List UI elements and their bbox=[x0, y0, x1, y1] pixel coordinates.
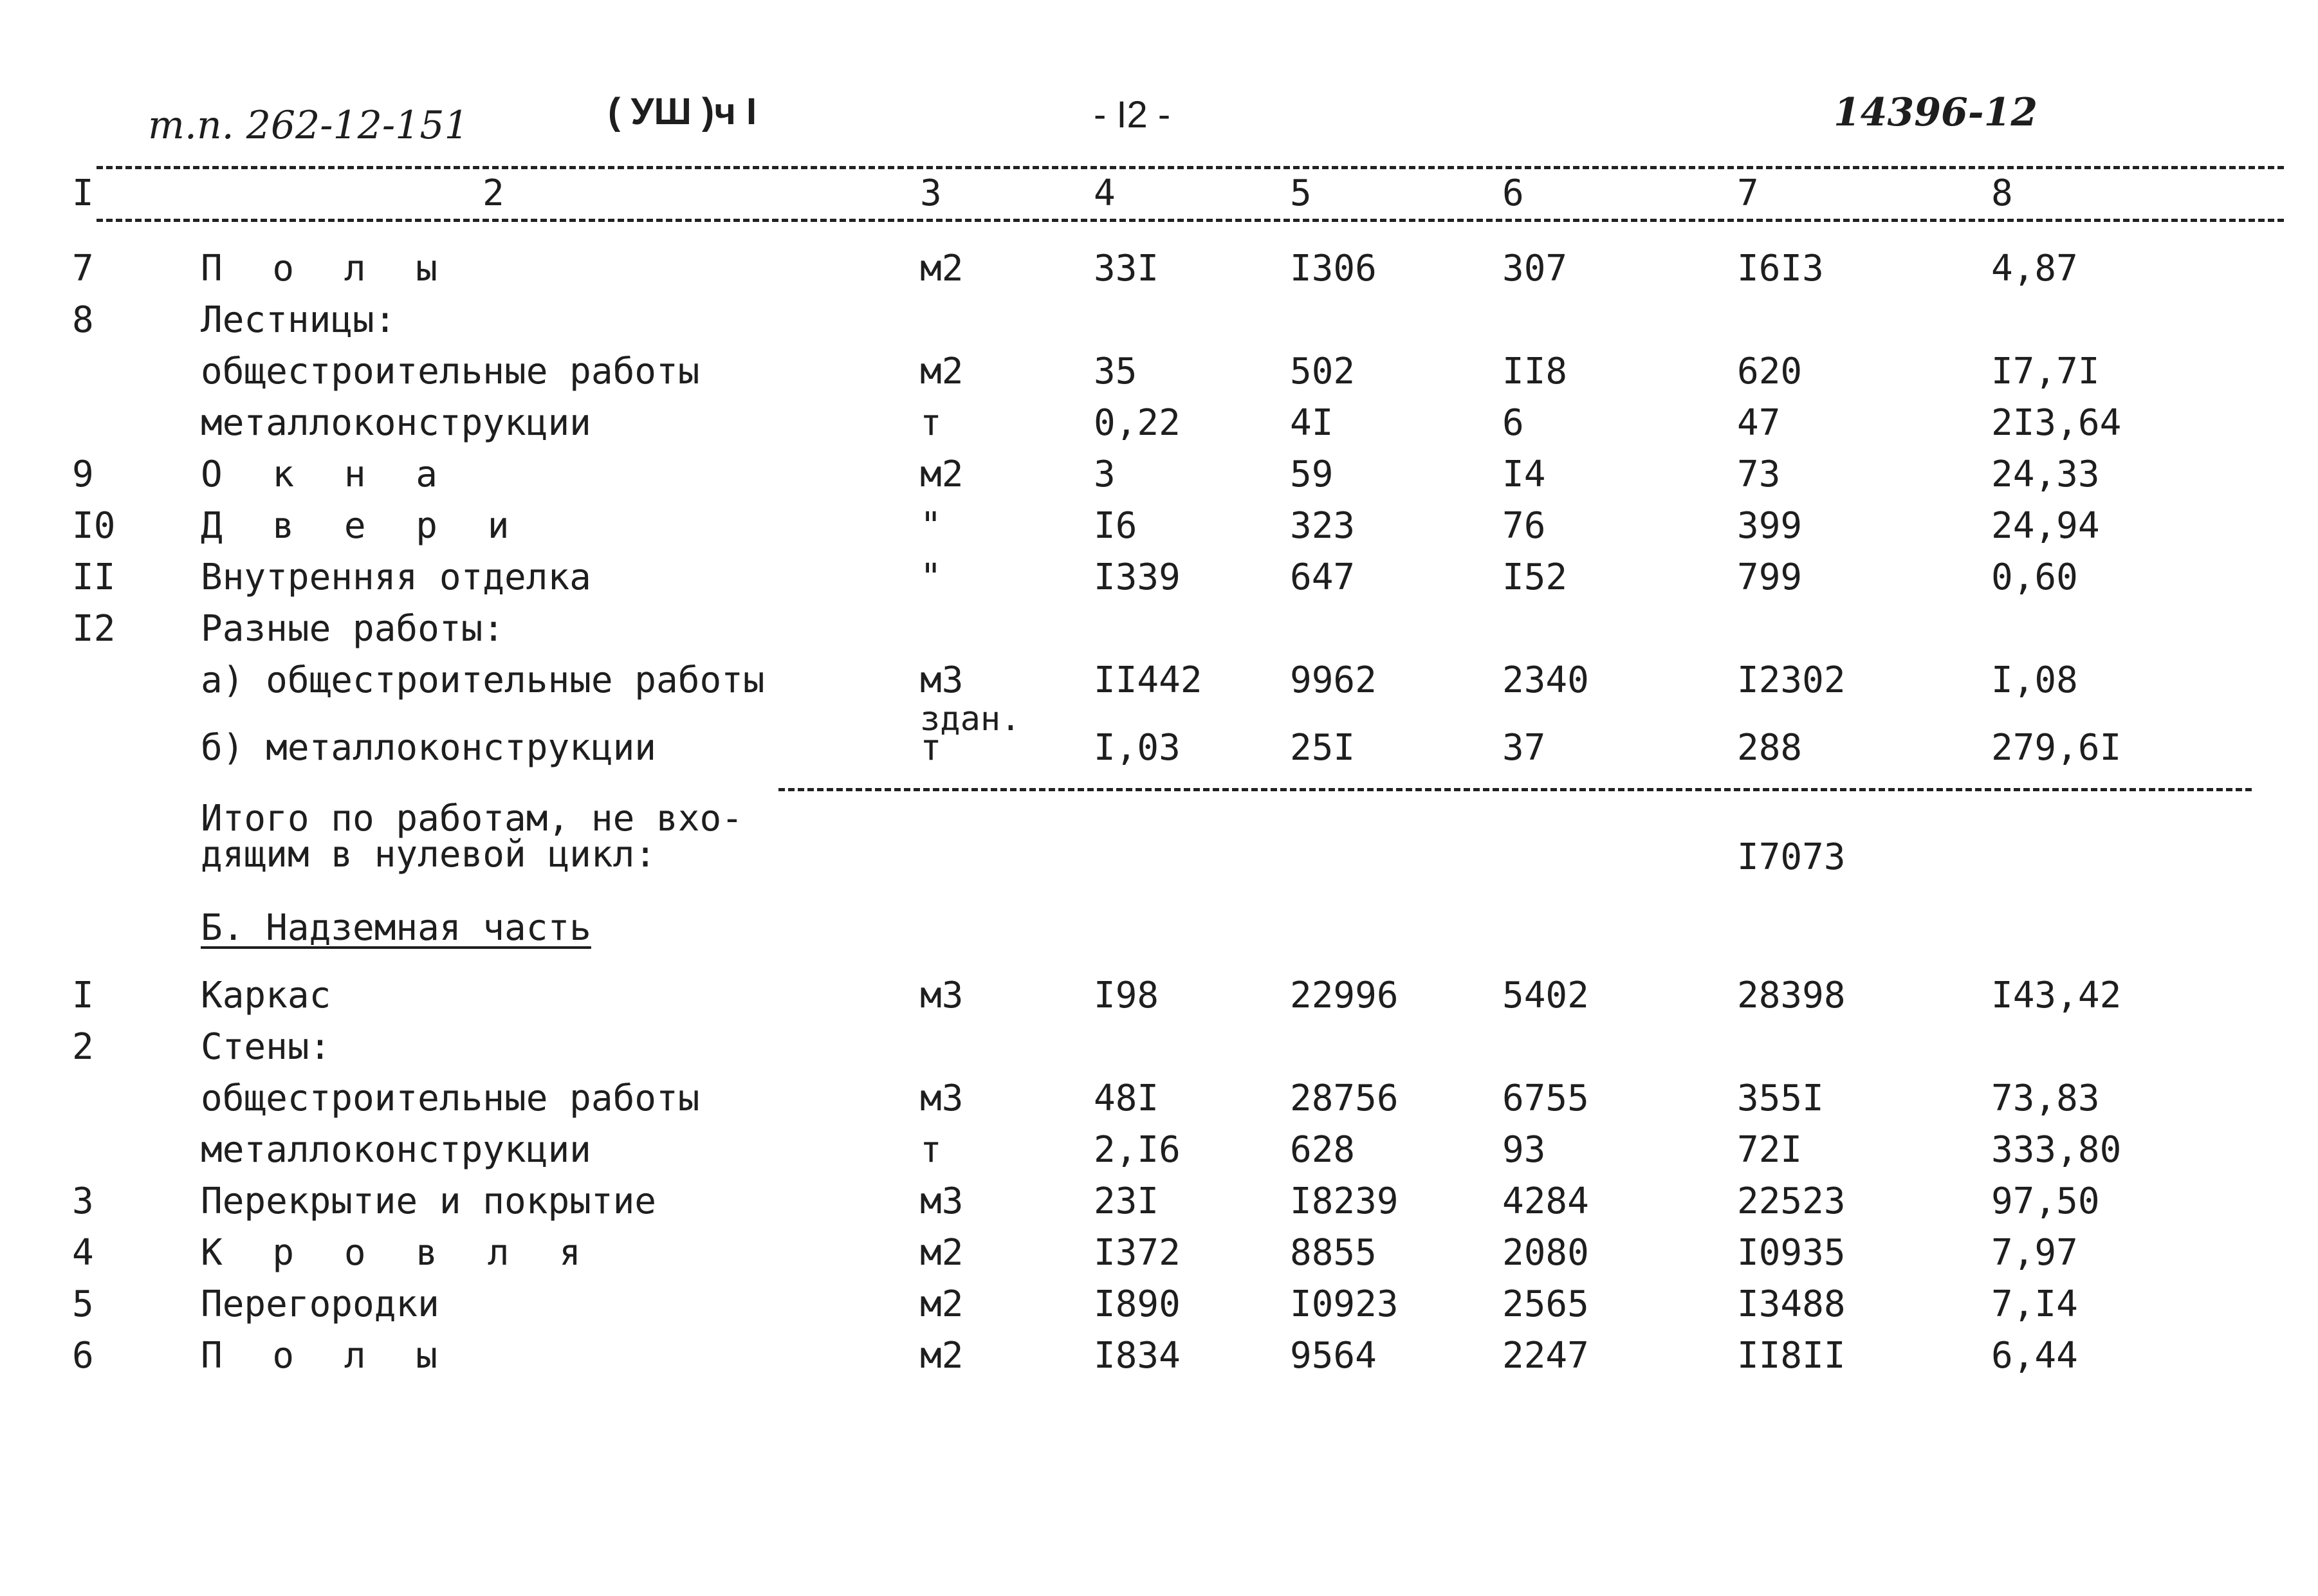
row-col4: I6 bbox=[1094, 505, 1137, 547]
row-name: Перегородки bbox=[201, 1283, 439, 1325]
table-row bbox=[0, 1078, 2318, 1129]
row-unit: м3 bbox=[920, 659, 964, 701]
row-col6: 37 bbox=[1502, 727, 1546, 769]
row-col8: 7,I4 bbox=[1991, 1283, 2078, 1325]
row-name: металлоконструкции bbox=[201, 1129, 591, 1171]
table-row bbox=[0, 1283, 2318, 1335]
row-unit: м2 bbox=[920, 351, 964, 392]
table-row bbox=[0, 402, 2318, 454]
document-code: 14396-12 bbox=[1834, 90, 2038, 135]
row-col6: 4284 bbox=[1502, 1180, 1589, 1222]
row-col6: 93 bbox=[1502, 1129, 1546, 1171]
row-col5: 502 bbox=[1290, 351, 1356, 392]
row-col7: I3488 bbox=[1737, 1283, 1846, 1325]
row-col8: 24,94 bbox=[1991, 505, 2100, 547]
row-number: 5 bbox=[72, 1283, 94, 1325]
table-row bbox=[0, 1026, 2318, 1078]
row-unit: " bbox=[920, 505, 942, 547]
row-unit: м2 bbox=[920, 1232, 964, 1274]
row-col8: 24,33 bbox=[1991, 454, 2100, 495]
col-header-2: 2 bbox=[483, 172, 504, 214]
row-col5: 647 bbox=[1290, 556, 1356, 598]
row-col5: 9564 bbox=[1290, 1335, 1377, 1377]
total-label-line-1: Итого по работам, не вхо- bbox=[201, 798, 743, 839]
row-col5: I0923 bbox=[1290, 1283, 1399, 1325]
row-col4: 0,22 bbox=[1094, 402, 1181, 444]
row-col4: I98 bbox=[1094, 975, 1159, 1016]
total-label bbox=[201, 798, 743, 876]
row-col7: 355I bbox=[1737, 1078, 1824, 1119]
row-name: Разные работы: bbox=[201, 608, 505, 650]
row-col5: 323 bbox=[1290, 505, 1356, 547]
row-col4: 2,I6 bbox=[1094, 1129, 1181, 1171]
row-col5: 59 bbox=[1290, 454, 1334, 495]
row-unit: м3 bbox=[920, 1180, 964, 1222]
row-col8: I43,42 bbox=[1991, 975, 2122, 1016]
row-col7: 47 bbox=[1737, 402, 1781, 444]
row-col4: I339 bbox=[1094, 556, 1181, 598]
row-number: I0 bbox=[72, 505, 116, 547]
col-header-1: I bbox=[72, 172, 94, 214]
row-number: 7 bbox=[72, 248, 94, 289]
total-label-line-2: дящим в нулевой цикл: bbox=[201, 834, 657, 876]
row-col7: II8II bbox=[1737, 1335, 1846, 1377]
row-name: К р о в л я bbox=[201, 1232, 595, 1274]
row-number: 6 bbox=[72, 1335, 94, 1377]
table-row bbox=[0, 299, 2318, 351]
row-col8: 0,60 bbox=[1991, 556, 2078, 598]
row-col5: I306 bbox=[1290, 248, 1377, 289]
row-col5: 25I bbox=[1290, 727, 1356, 769]
row-name: Перекрытие и покрытие bbox=[201, 1180, 657, 1222]
row-col8: I,08 bbox=[1991, 659, 2078, 701]
row-col5: 28756 bbox=[1290, 1078, 1399, 1119]
row-col7: 620 bbox=[1737, 351, 1803, 392]
table-row bbox=[0, 1180, 2318, 1232]
row-unit: м2 bbox=[920, 1335, 964, 1377]
row-col8: I7,7I bbox=[1991, 351, 2100, 392]
row-col5: I8239 bbox=[1290, 1180, 1399, 1222]
row-col4: I890 bbox=[1094, 1283, 1181, 1325]
col-header-6: 6 bbox=[1502, 172, 1524, 214]
col-header-8: 8 bbox=[1991, 172, 2013, 214]
col-header-3: 3 bbox=[920, 172, 942, 214]
row-col7: 399 bbox=[1737, 505, 1803, 547]
row-col4: 23I bbox=[1094, 1180, 1159, 1222]
row-name: Стены: bbox=[201, 1026, 331, 1068]
row-unit: т bbox=[920, 1129, 942, 1171]
row-col5: 9962 bbox=[1290, 659, 1377, 701]
row-number: I2 bbox=[72, 608, 116, 650]
row-col7: 73 bbox=[1737, 454, 1781, 495]
row-col7: I6I3 bbox=[1737, 248, 1824, 289]
row-col8: 73,83 bbox=[1991, 1078, 2100, 1119]
row-name: Д в е р и bbox=[201, 505, 524, 547]
total-value: I7073 bbox=[1737, 836, 1846, 878]
row-col6: 2080 bbox=[1502, 1232, 1589, 1274]
row-col4: I834 bbox=[1094, 1335, 1181, 1377]
row-number: 3 bbox=[72, 1180, 94, 1222]
row-col7: 28398 bbox=[1737, 975, 1846, 1016]
row-col6: 2247 bbox=[1502, 1335, 1589, 1377]
row-col8: 6,44 bbox=[1991, 1335, 2078, 1377]
table-row bbox=[0, 975, 2318, 1026]
row-name: а) общестроительные работы bbox=[201, 659, 765, 701]
row-col6: I4 bbox=[1502, 454, 1546, 495]
row-name: общестроительные работы bbox=[201, 351, 700, 392]
row-col6: 6 bbox=[1502, 402, 1524, 444]
row-col8: 333,80 bbox=[1991, 1129, 2122, 1171]
row-name: б) металлоконструкции bbox=[201, 727, 657, 769]
total-separator-rule bbox=[778, 788, 2252, 791]
col-header-4: 4 bbox=[1094, 172, 1116, 214]
table-row bbox=[0, 505, 2318, 556]
row-unit: м2 bbox=[920, 248, 964, 289]
table-row bbox=[0, 700, 2318, 778]
row-name: металлоконструкции bbox=[201, 402, 591, 444]
row-col8: 4,87 bbox=[1991, 248, 2078, 289]
row-number: 9 bbox=[72, 454, 94, 495]
row-name: общестроительные работы bbox=[201, 1078, 700, 1119]
row-name: Внутренняя отделка bbox=[201, 556, 591, 598]
row-col6: I52 bbox=[1502, 556, 1568, 598]
table-row bbox=[0, 454, 2318, 505]
table-row bbox=[0, 608, 2318, 659]
row-col6: II8 bbox=[1502, 351, 1568, 392]
table-row bbox=[0, 1335, 2318, 1386]
col-header-5: 5 bbox=[1290, 172, 1312, 214]
row-number: 2 bbox=[72, 1026, 94, 1068]
row-name: П о л ы bbox=[201, 248, 452, 289]
row-col4: 48I bbox=[1094, 1078, 1159, 1119]
row-unit: м2 bbox=[920, 454, 964, 495]
row-unit: м3 bbox=[920, 1078, 964, 1119]
row-col7: 799 bbox=[1737, 556, 1803, 598]
row-unit: т bbox=[920, 727, 942, 769]
row-col6: 76 bbox=[1502, 505, 1546, 547]
row-col6: 2565 bbox=[1502, 1283, 1589, 1325]
row-col8: 97,50 bbox=[1991, 1180, 2100, 1222]
row-col4: II442 bbox=[1094, 659, 1202, 701]
row-col6: 6755 bbox=[1502, 1078, 1589, 1119]
row-name: Лестницы: bbox=[201, 299, 396, 341]
row-col5: 4I bbox=[1290, 402, 1334, 444]
row-col8: 7,97 bbox=[1991, 1232, 2078, 1274]
row-col6: 2340 bbox=[1502, 659, 1589, 701]
row-col4: 33I bbox=[1094, 248, 1159, 289]
row-number: 4 bbox=[72, 1232, 94, 1274]
row-col4: 35 bbox=[1094, 351, 1137, 392]
table-row bbox=[0, 248, 2318, 299]
top-rule bbox=[97, 166, 2284, 169]
row-col7: I0935 bbox=[1737, 1232, 1846, 1274]
row-col5: 628 bbox=[1290, 1129, 1356, 1171]
row-unit-top: здан. bbox=[920, 700, 1021, 738]
table-row bbox=[0, 659, 2318, 711]
page-number: - I2 - bbox=[1094, 94, 1171, 136]
row-col4: I372 bbox=[1094, 1232, 1181, 1274]
row-col8: 279,6I bbox=[1991, 727, 2122, 769]
col-header-7: 7 bbox=[1737, 172, 1759, 214]
table-row bbox=[0, 1129, 2318, 1180]
row-number: 8 bbox=[72, 299, 94, 341]
row-col5: 22996 bbox=[1290, 975, 1399, 1016]
section-label: ( УШ )ч I bbox=[608, 91, 757, 133]
row-name: О к н а bbox=[201, 454, 452, 495]
row-col7: 72I bbox=[1737, 1129, 1803, 1171]
section-b-title: Б. Надземная часть bbox=[201, 907, 591, 949]
row-name: П о л ы bbox=[201, 1335, 452, 1377]
row-unit: т bbox=[920, 402, 942, 444]
row-name: Каркас bbox=[201, 975, 331, 1016]
row-col7: 22523 bbox=[1737, 1180, 1846, 1222]
table-row bbox=[0, 556, 2318, 608]
row-col4: 3 bbox=[1094, 454, 1116, 495]
row-col6: 307 bbox=[1502, 248, 1568, 289]
row-number: II bbox=[72, 556, 116, 598]
row-col7: 288 bbox=[1737, 727, 1803, 769]
row-unit: " bbox=[920, 556, 942, 598]
table-row bbox=[0, 1232, 2318, 1283]
row-col7: I2302 bbox=[1737, 659, 1846, 701]
column-number-row bbox=[0, 172, 2318, 224]
row-unit: м3 bbox=[920, 975, 964, 1016]
row-unit: м2 bbox=[920, 1283, 964, 1325]
row-col4: I,03 bbox=[1094, 727, 1181, 769]
row-col5: 8855 bbox=[1290, 1232, 1377, 1274]
table-row bbox=[0, 351, 2318, 402]
row-col6: 5402 bbox=[1502, 975, 1589, 1016]
row-number: I bbox=[72, 975, 94, 1016]
row-col8: 2I3,64 bbox=[1991, 402, 2122, 444]
project-number: т.п. 262-12-151 bbox=[148, 103, 469, 148]
